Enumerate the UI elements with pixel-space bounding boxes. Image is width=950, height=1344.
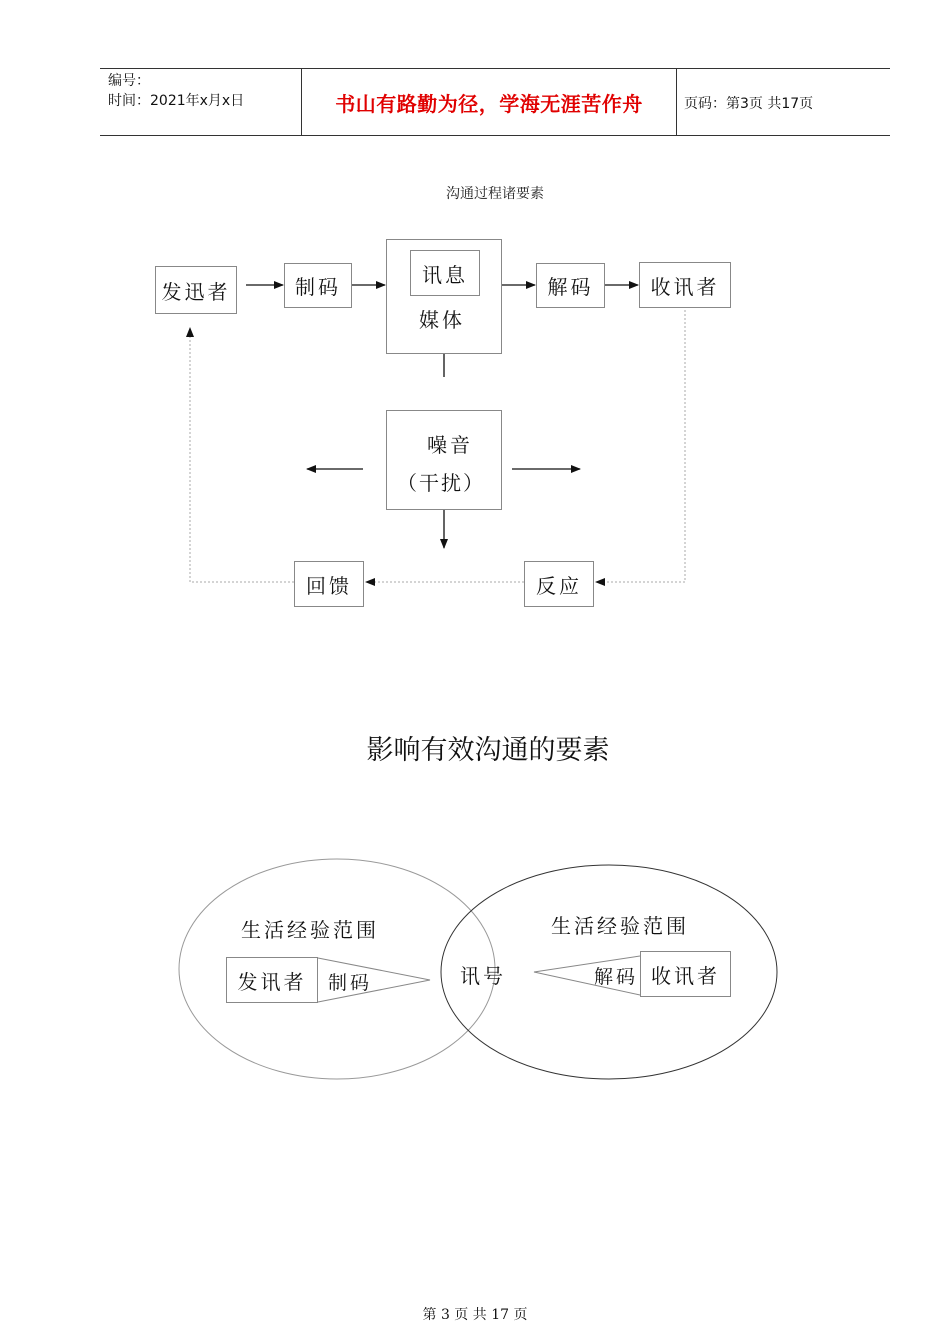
right-experience-label: 生活经验范围 bbox=[551, 914, 689, 938]
medium-box bbox=[386, 239, 502, 354]
diagram2-title: 影响有效沟通的要素 bbox=[366, 735, 610, 766]
receiver-box-2: 收讯者 bbox=[640, 951, 731, 997]
noise-box bbox=[386, 410, 502, 510]
page-footer: 第 3 页 共 17 页 bbox=[422, 1307, 528, 1323]
decode-box: 解码 bbox=[536, 263, 605, 308]
loop-feedback-sender bbox=[190, 328, 294, 582]
decode-label-2: 解码 bbox=[594, 966, 639, 988]
noise-label: 噪音 bbox=[427, 433, 473, 457]
response-box: 反应 bbox=[524, 561, 594, 607]
receiver-box: 收讯者 bbox=[639, 262, 731, 308]
sender-box-2: 发讯者 bbox=[226, 957, 318, 1003]
header-motto: 书山有路勤为径，学海无涯苦作舟 bbox=[335, 91, 643, 116]
encode-label-2: 制码 bbox=[328, 972, 373, 994]
left-experience-label: 生活经验范围 bbox=[241, 918, 379, 942]
diagram1-caption: 沟通过程诸要素 bbox=[446, 186, 544, 202]
noise-sublabel: （干扰） bbox=[397, 471, 485, 495]
encode-box: 制码 bbox=[284, 263, 352, 308]
header-page-info: 页码：第3页 共17页 bbox=[684, 96, 814, 112]
sender-box: 发迅者 bbox=[155, 266, 237, 314]
loop-receiver-response bbox=[596, 310, 685, 582]
feedback-box: 回馈 bbox=[294, 561, 364, 607]
header-time: 时间：2021年x月x日 bbox=[108, 93, 245, 109]
header-number: 编号： bbox=[108, 73, 150, 89]
medium-label: 媒体 bbox=[419, 308, 465, 332]
message-box: 讯息 bbox=[410, 250, 480, 296]
signal-label: 讯号 bbox=[460, 964, 506, 988]
